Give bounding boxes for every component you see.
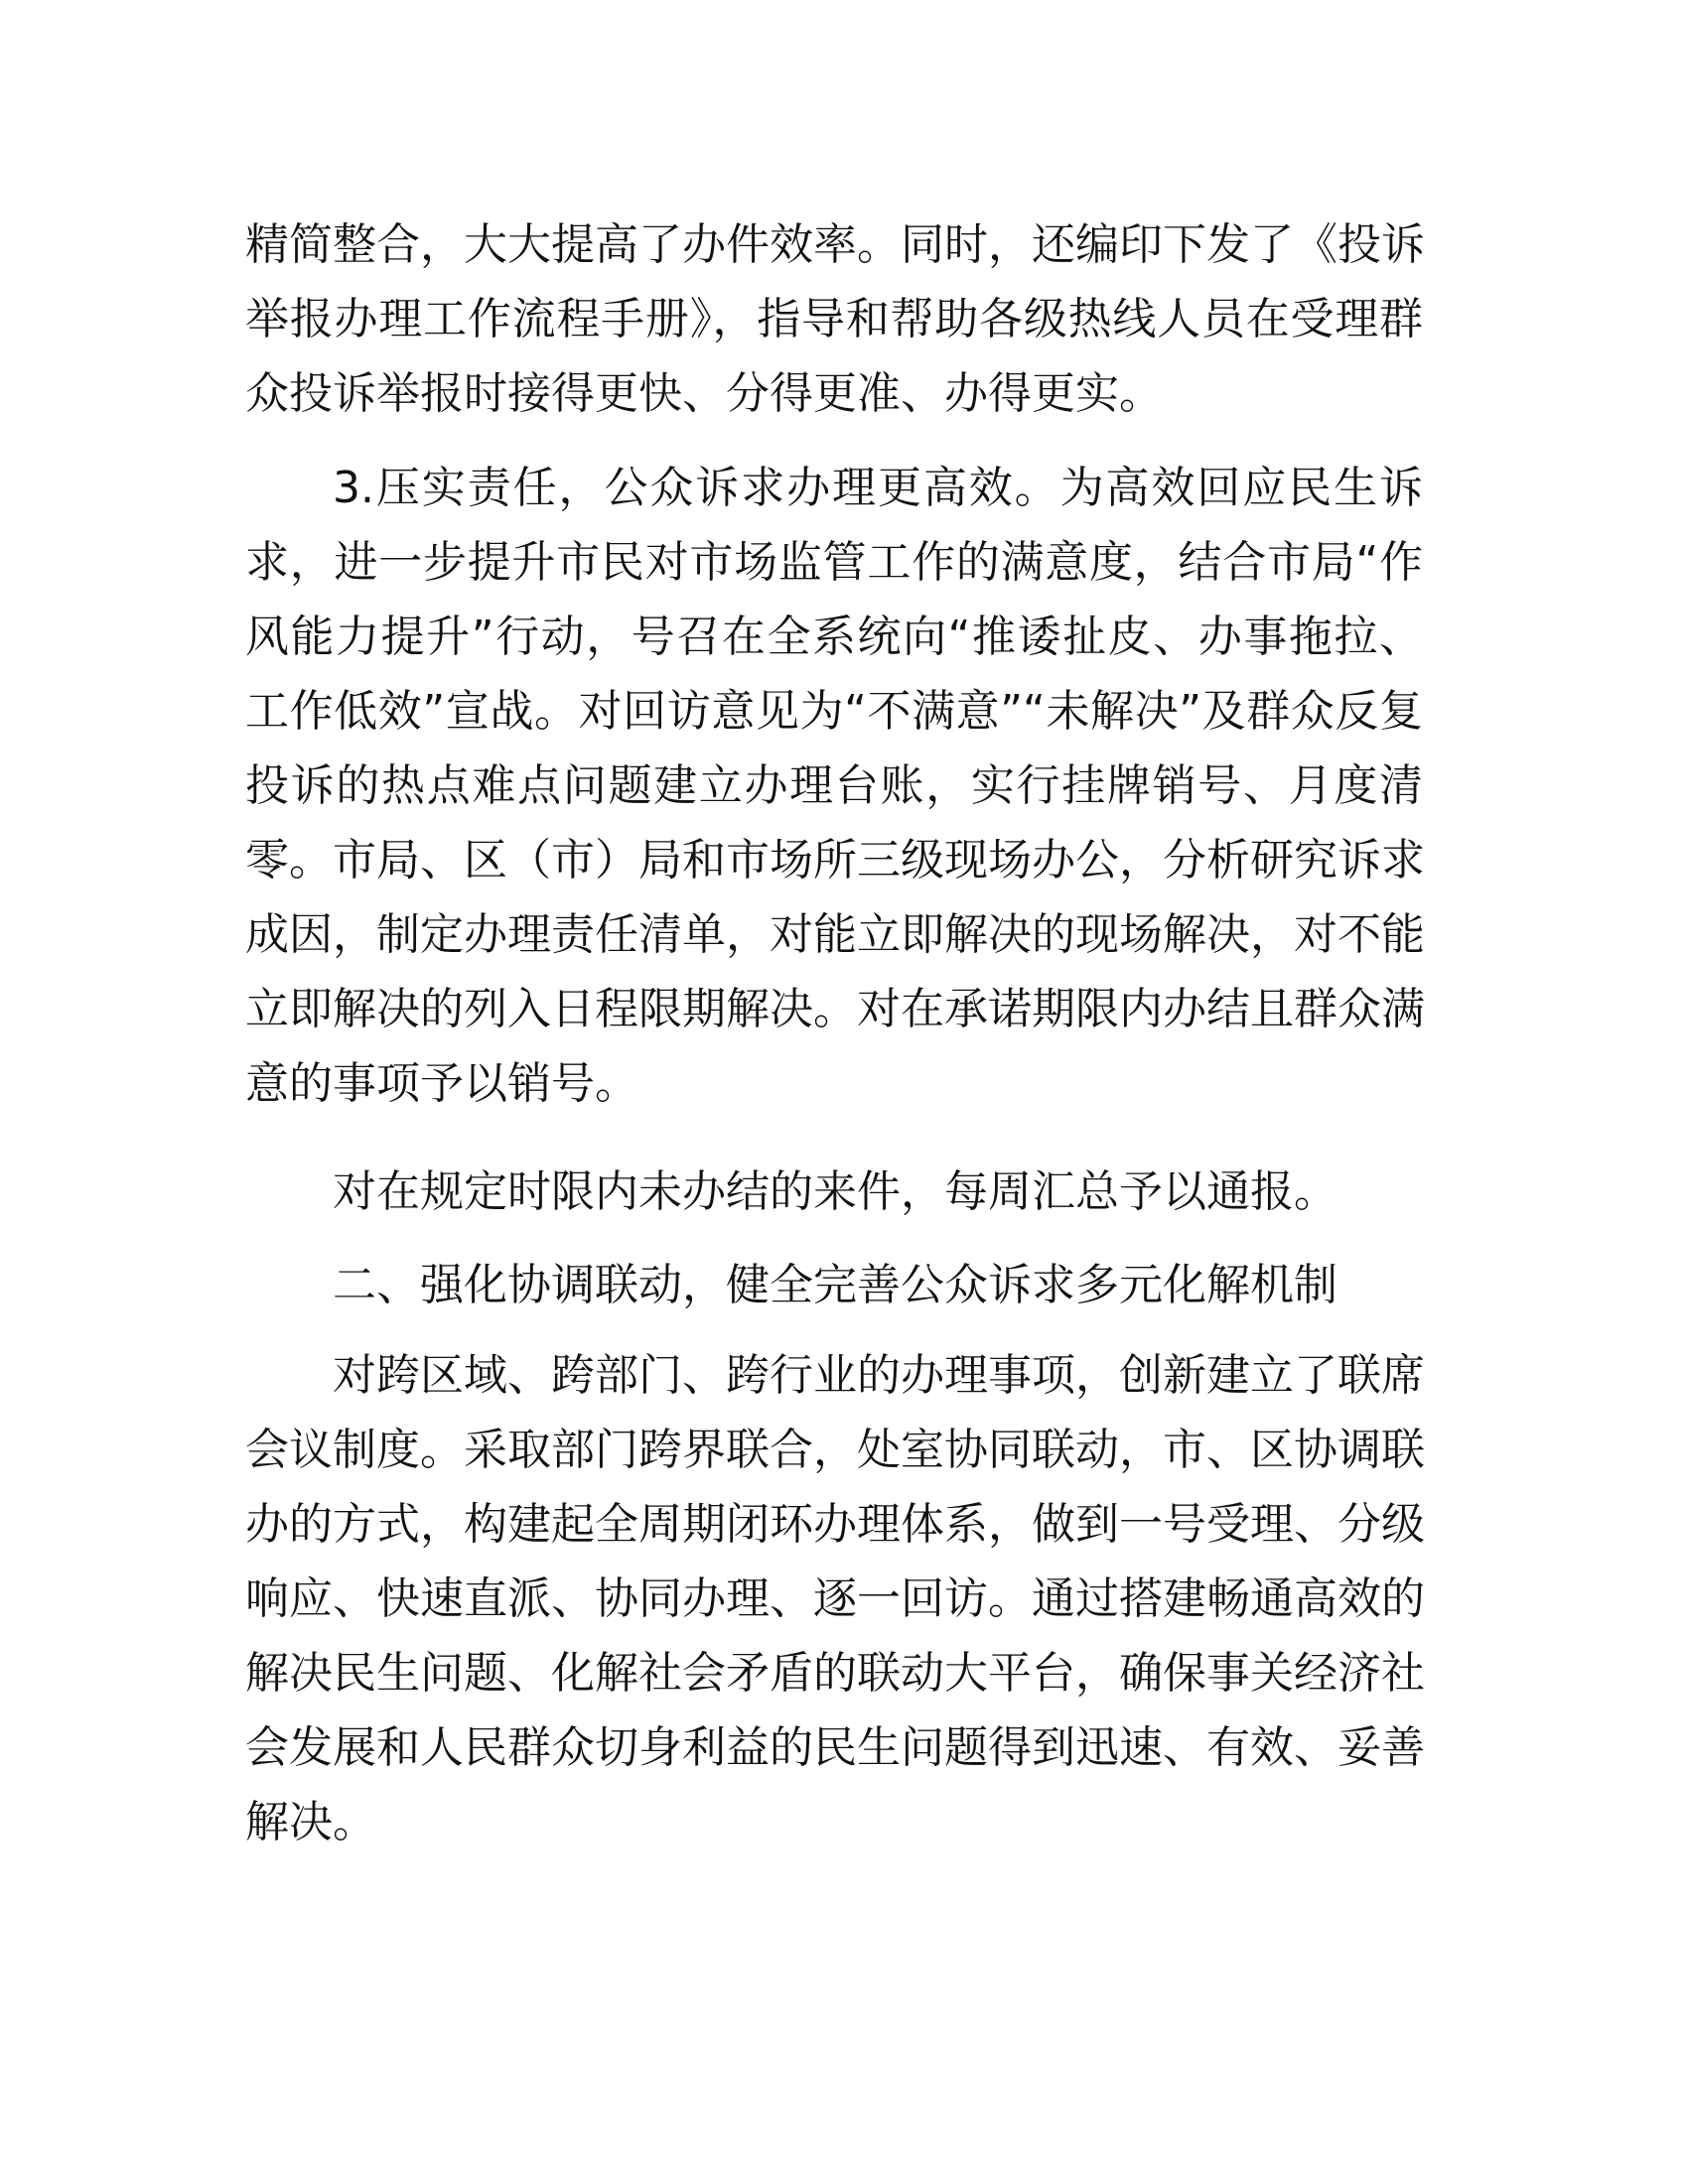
text-line: 办的方式，构建起全周期闭环办理体系，做到一号受理、分级 — [245, 1499, 1425, 1550]
text-line: 风能力提升”行动，号召在全系统向“推诿扯皮、办事拖拉、 — [245, 612, 1423, 662]
section-heading-2: 二、强化协调联动，健全完善公众诉求多元化解机制 — [333, 1260, 1337, 1310]
text-line: 解决民生问题、化解社会矛盾的联动大平台，确保事关经济社 — [245, 1648, 1425, 1699]
text-line: 求，进一步提升市民对市场监管工作的满意度，结合市局“作 — [245, 537, 1423, 588]
text-line: 众投诉举报时接得更快、分得更准、办得更实。 — [245, 368, 1163, 419]
text-line: 会议制度。采取部门跨界联合，处室协同联动，市、区协调联 — [245, 1425, 1425, 1475]
text-line: 投诉的热点难点问题建立办理台账，实行挂牌销号、月度清 — [245, 760, 1423, 811]
text-line: 零。市局、区（市）局和市场所三级现场办公，分析研究诉求 — [245, 835, 1425, 886]
text-line: 精简整合，大大提高了办件效率。同时，还编印下发了《投诉 — [245, 219, 1425, 270]
text-line: 解决。 — [245, 1797, 376, 1847]
text-line: 会发展和人民群众切身利益的民生问题得到迅速、有效、妥善 — [245, 1722, 1425, 1773]
text-line: 意的事项予以销号。 — [245, 1058, 638, 1109]
text-line: 工作低效”宣战。对回访意见为“不满意”“未解决”及群众反复 — [245, 686, 1423, 737]
text-line: 对跨区域、跨部门、跨行业的办理事项，创新建立了联席 — [333, 1350, 1425, 1401]
section-heading-3: 3.压实责任，公众诉求办理更高效。为高效回应民生诉 — [333, 463, 1423, 513]
text-line: 立即解决的列入日程限期解决。对在承诺期限内办结且群众满 — [245, 984, 1425, 1034]
text-line: 举报办理工作流程手册》，指导和帮助各级热线人员在受理群 — [245, 294, 1423, 344]
text-line: 响应、快速直派、协同办理、逐一回访。通过搭建畅通高效的 — [245, 1573, 1425, 1624]
text-line: 对在规定时限内未办结的来件，每周汇总予以通报。 — [333, 1166, 1337, 1217]
text-line: 成因，制定办理责任清单，对能立即解决的现场解决，对不能 — [245, 909, 1425, 960]
